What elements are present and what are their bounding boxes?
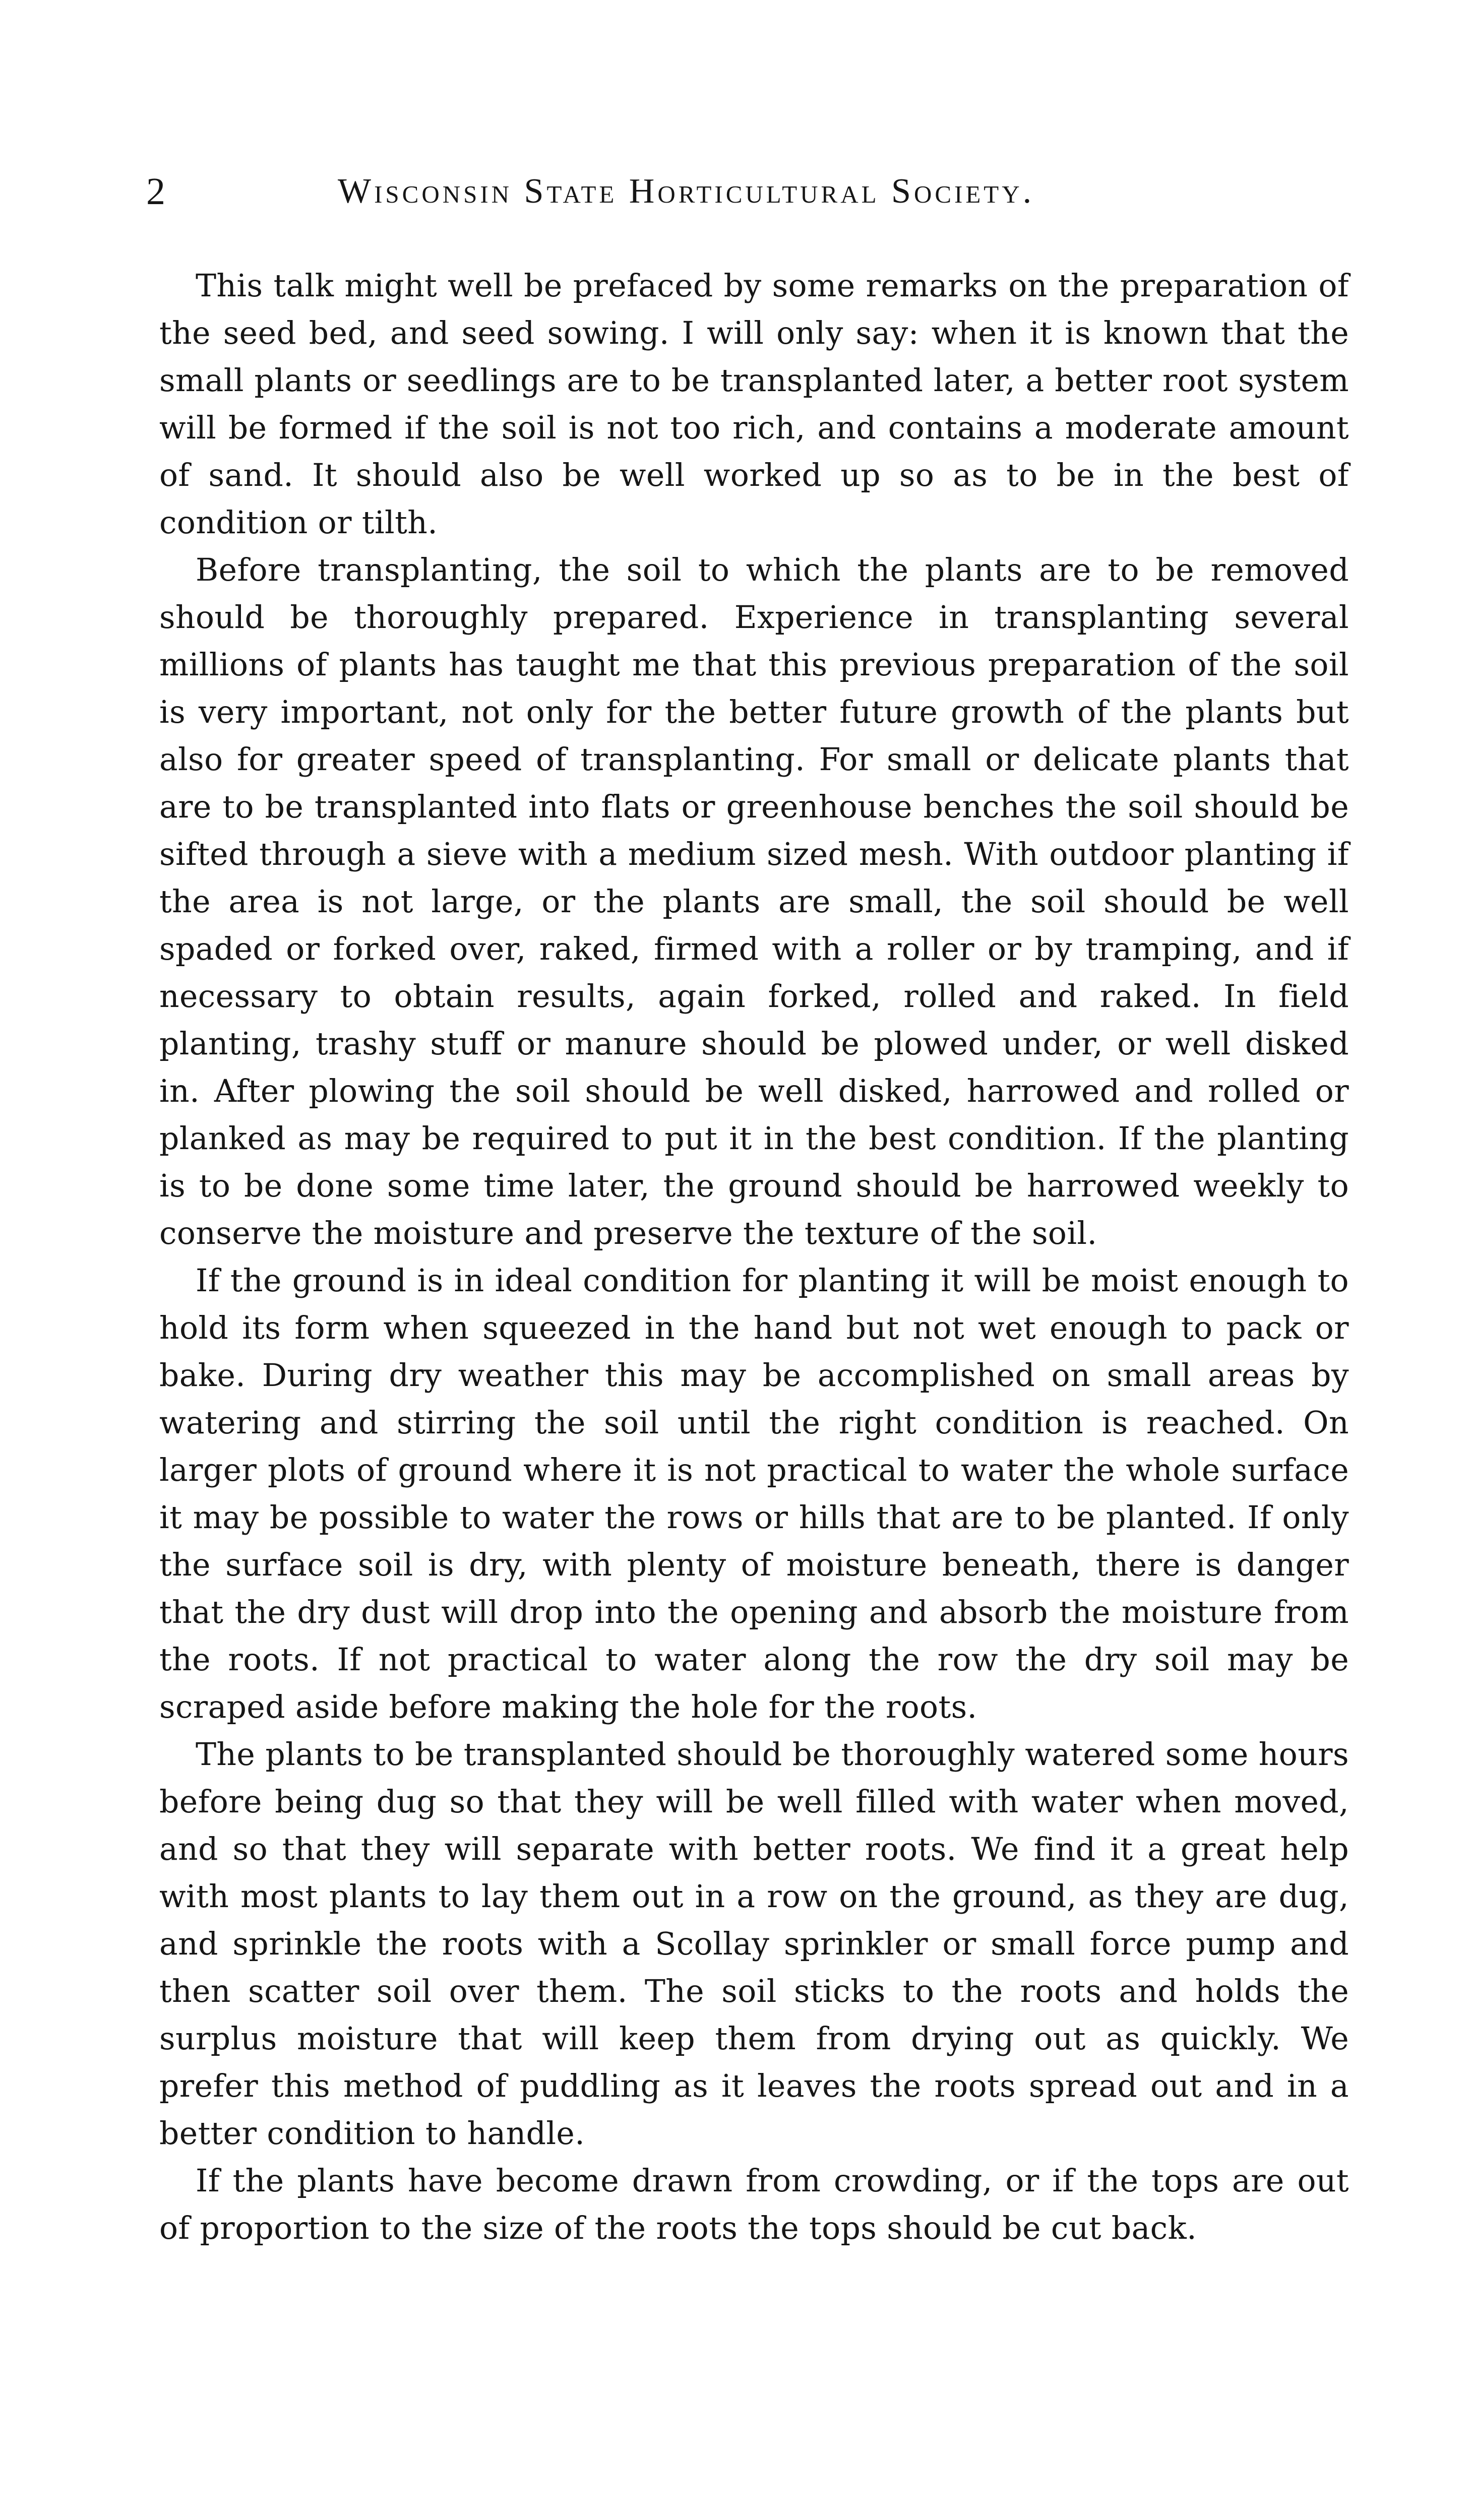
body-text	[159, 262, 1349, 2252]
paragraph-ground-condition: If the ground is in ideal condition for planting it will be moist enough to hold its form when squeezed in the hand but not wet enough to pack or bake. During dry weather this may be accomplished on small areas by watering and stirring the soil until the right condition is reached. On larger plots of ground where it is not practical to water the whole surface it may be possible to water the rows or hills that are to be planted. If only the surface soil is dry, with plenty of moisture beneath, there is danger that the dry dust will drop into the opening and absorb the moisture from the roots. If not practical to water along the row the dry soil may be scraped aside before making the hole for the roots.	[159, 1263, 1349, 1725]
paragraph-seed-bed: This talk might well be prefaced by some remarks on the preparation of the seed bed, and seed sowing. I will only say: when it is known that the small plants or seedlings are to be transplanted later, a better root system will be formed if the soil is not too rich, and contains a moderate amount of sand. It should also be well worked up so as to be in the best of condition or tilth.	[159, 268, 1349, 541]
paragraph-cutting-tops: If the plants have become drawn from crowding, or if the tops are out of proportion to the size of the roots the tops should be cut back.	[159, 2163, 1349, 2246]
page-header	[146, 166, 1321, 227]
page-number: 2	[146, 170, 165, 213]
paragraph-soil-preparation: Before transplanting, the soil to which the plants are to be removed should be thoroughly prepared. Experience in transplanting several millions of plants has taught me that this previous preparation of the soil is very important, not only for the better future growth of the plants but also for greater speed of transplanting. For small or delicate plants that are to be transplanted into flats or greenhouse benches the soil should be sifted through a sieve with a medium sized mesh. With outdoor planting if the area is not large, or the plants are small, the soil should be well spaded or forked over, raked, firmed with a roller or by tramping, and if necessary to obtain results, again forked, rolled and raked. In field planting, trashy stuff or manure should be plowed under, or well disked in. After plowing the soil should be well disked, harrowed and rolled or planked as may be required to put it in the best condition. If the planting is to be done some time later, the ground should be harrowed weekly to conserve the moisture and preserve the texture of the soil.	[159, 552, 1349, 1251]
paragraph-watering-plants: The plants to be transplanted should be thoroughly watered some hours before being dug so that they will be well filled with water when moved, and so that they will separate with better roots. We find it a great help with most plants to lay them out in a row on the ground, as they are dug, and sprinkle the roots with a Scollay sprinkler or small force pump and then scatter soil over them. The soil sticks to the roots and holds the surplus moisture that will keep them from drying out as quickly. We prefer this method of puddling as it leaves the roots spread out and in a better condition to handle.	[159, 1736, 1349, 2152]
running-head: Wisconsin State Horticultural Society.	[338, 172, 1035, 211]
